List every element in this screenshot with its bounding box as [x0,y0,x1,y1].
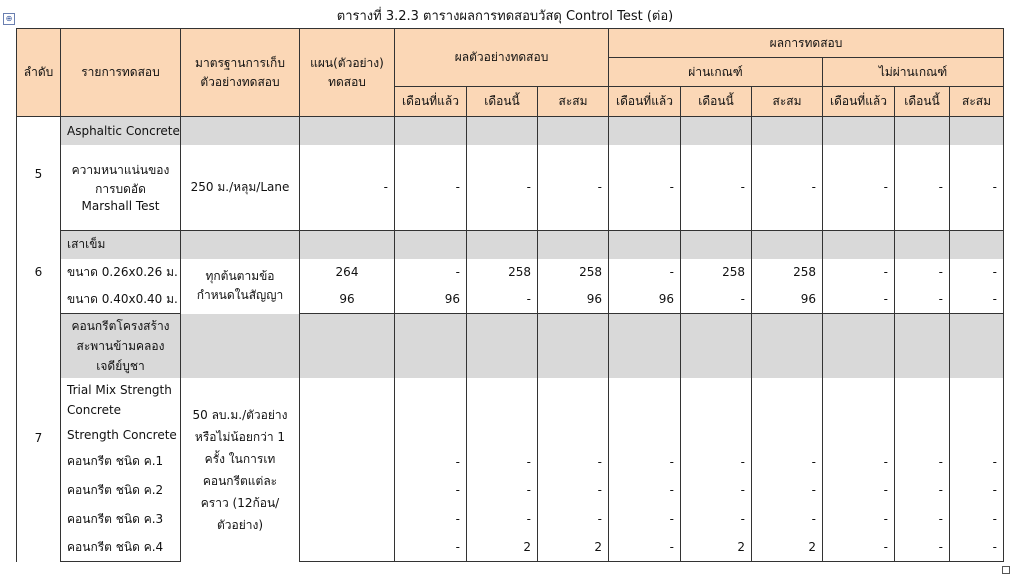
value-cell: - [681,476,752,505]
value-cell: - [823,259,895,286]
value-cell: - [752,476,823,505]
item-label: Trial Mix Strength Concrete [61,378,181,423]
category-label: Asphaltic Concrete [61,117,181,145]
value-cell: 264 [300,259,395,286]
value-cell [300,505,395,534]
value-cell: - [395,534,467,562]
standard-cell: 50 ลบ.ม./ตัวอย่าง หรือไม่น้อยกว่า 1 ครั้ง ในการเทคอนกรีตแต่ละคราว (12ก้อน/ตัวอย่าง) [181,378,300,562]
value-cell: - [895,145,950,231]
value-cell: 258 [467,259,538,286]
standard-cell: ทุกต้นตามข้อกำหนดในสัญญา [181,259,300,314]
value-cell: 96 [609,286,681,314]
header-fail-this-month: เดือนนี้ [895,87,950,117]
value-cell: - [467,286,538,314]
header-pass-cumulative: สะสม [752,87,823,117]
table-move-icon[interactable]: ⊕ [3,13,15,25]
header-pass-this-month: เดือนนี้ [681,87,752,117]
value-cell: - [950,145,1004,231]
value-cell: - [681,286,752,314]
header-fail-last-month: เดือนที่แล้ว [823,87,895,117]
value-cell: - [823,448,895,476]
seq-cell: 6 [17,231,61,314]
value-cell: - [609,448,681,476]
header-fail-cumulative: สะสม [950,87,1004,117]
item-label: ขนาด 0.26x0.26 ม. [61,259,181,286]
value-cell: - [395,145,467,231]
value-cell: - [395,259,467,286]
item-label: คอนกรีต ชนิด ค.2 [61,476,181,505]
value-cell: - [609,259,681,286]
value-cell: - [823,145,895,231]
value-cell: - [538,448,609,476]
value-cell: - [681,505,752,534]
value-cell: - [950,534,1004,562]
value-cell: - [950,505,1004,534]
value-cell: 2 [752,534,823,562]
value-cell: - [609,534,681,562]
value-cell: - [395,448,467,476]
standard-cell: 250 ม./หลุม/Lane [181,145,300,231]
value-cell: - [823,534,895,562]
value-cell: - [538,476,609,505]
seq-cell: 7 [17,314,61,562]
value-cell: - [895,476,950,505]
seq-cell: 5 [17,117,61,231]
header-item: รายการทดสอบ [61,29,181,117]
category-label: เสาเข็ม [61,231,181,259]
value-cell: - [300,145,395,231]
value-cell: - [752,145,823,231]
value-cell: - [950,476,1004,505]
value-cell: - [467,145,538,231]
value-cell: - [467,476,538,505]
value-cell: 96 [395,286,467,314]
value-cell [300,476,395,505]
value-cell: 2 [467,534,538,562]
value-cell: - [895,534,950,562]
value-cell: 96 [538,286,609,314]
value-cell: - [538,145,609,231]
control-test-table [16,28,1004,562]
value-cell: - [395,505,467,534]
item-label: คอนกรีต ชนิด ค.1 [61,448,181,476]
value-cell: - [823,476,895,505]
value-cell: - [752,505,823,534]
table-resize-handle[interactable] [1002,566,1010,574]
value-cell: - [950,448,1004,476]
table-caption: ตารางที่ 3.2.3 ตารางผลการทดสอบวัสดุ Control Test (ต่อ) [336,9,674,24]
value-cell: 96 [300,286,395,314]
value-cell: - [895,259,950,286]
item-label: ขนาด 0.40x0.40 ม. [61,286,181,314]
header-sample-this-month: เดือนนี้ [467,87,538,117]
value-cell: - [950,259,1004,286]
value-cell: - [538,505,609,534]
header-sample-cumulative: สะสม [538,87,609,117]
header-plan: แผน(ตัวอย่าง) ทดสอบ [300,29,395,117]
value-cell: - [609,145,681,231]
item-label: Strength Concrete [61,423,181,448]
value-cell: - [752,448,823,476]
item-label: คอนกรีต ชนิด ค.3 [61,505,181,534]
value-cell: - [609,476,681,505]
header-sample-result: ผลตัวอย่างทดสอบ [395,29,609,87]
value-cell: 258 [681,259,752,286]
value-cell: - [895,286,950,314]
value-cell: - [895,505,950,534]
value-cell: - [950,286,1004,314]
value-cell: - [467,448,538,476]
header-sample-last-month: เดือนที่แล้ว [395,87,467,117]
value-cell: - [609,505,681,534]
header-test-result: ผลการทดสอบ [609,29,1004,58]
value-cell: 2 [681,534,752,562]
value-cell: - [895,448,950,476]
header-pass: ผ่านเกณฑ์ [609,58,823,87]
value-cell: - [823,286,895,314]
value-cell: 2 [538,534,609,562]
value-cell: - [823,505,895,534]
value-cell [300,534,395,562]
value-cell [300,448,395,476]
value-cell: 96 [752,286,823,314]
header-pass-last-month: เดือนที่แล้ว [609,87,681,117]
item-label: คอนกรีต ชนิด ค.4 [61,534,181,562]
item-label: ความหนาแน่นของการบดอัด Marshall Test [61,145,181,231]
value-cell: - [681,448,752,476]
category-label: คอนกรีตโครงสร้างสะพานข้ามคลองเจดีย์บูชา [61,314,181,378]
value-cell: - [681,145,752,231]
value-cell: 258 [538,259,609,286]
header-standard: มาตรฐานการเก็บตัวอย่างทดสอบ [181,29,300,117]
header-fail: ไม่ผ่านเกณฑ์ [823,58,1004,87]
value-cell: - [467,505,538,534]
value-cell: 258 [752,259,823,286]
header-seq: ลำดับ [17,29,61,117]
value-cell: - [395,476,467,505]
